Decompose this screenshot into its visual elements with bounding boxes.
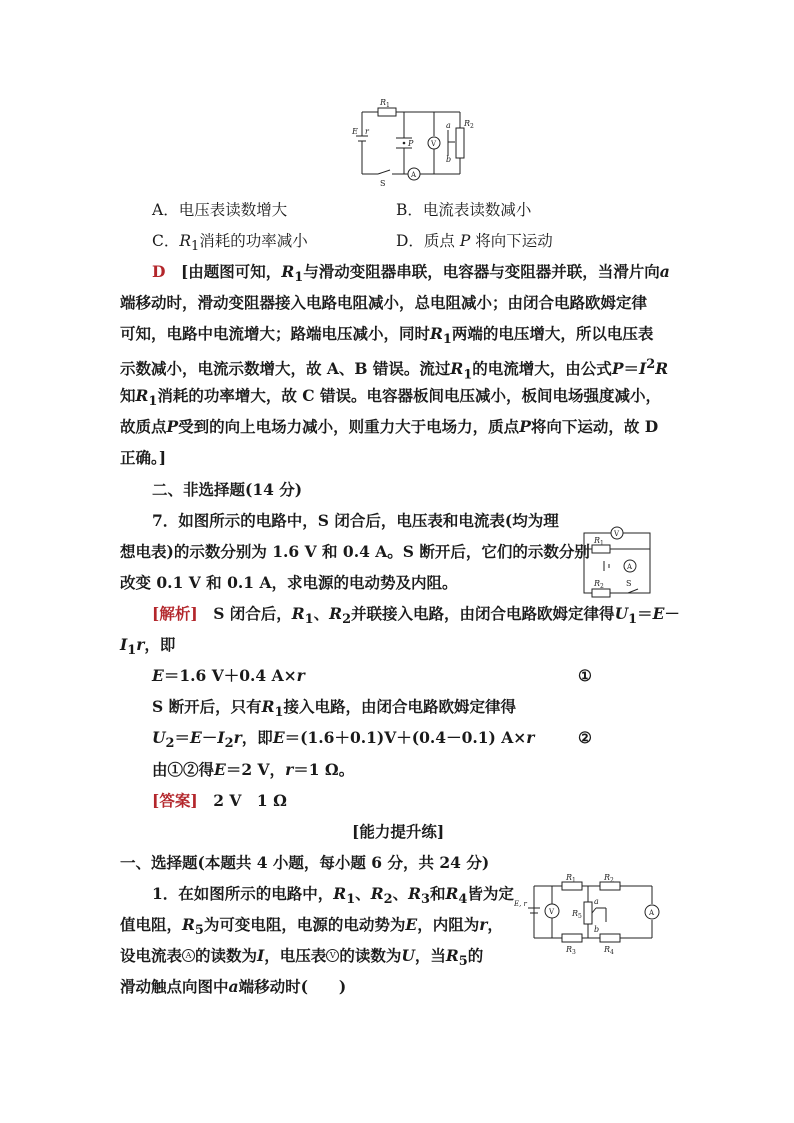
- svg-text:V: V: [549, 908, 555, 916]
- q1-circuit-diagram: [514, 874, 660, 960]
- svg-text:b: b: [594, 925, 600, 934]
- solution7-line4: S 断开后，只有$R_1$接入电路，由闭合电路欧姆定律得: [152, 697, 516, 721]
- q1-line3: 设电流表 A 的读数为I，电压表 V 的读数为U，当$R_5$的: [120, 946, 484, 970]
- solution7-line2: $I_1r$，即: [120, 635, 176, 659]
- svg-text:R1: $R_1$: [566, 874, 576, 884]
- answer6-line1: D [由题图可知，$R_1$与滑动变阻器串联，电容器与变阻器并联，当滑片向a: [152, 262, 670, 286]
- answer6-line4: 示数减小，电流示数增大，故 A、B 错误。流过$R_1$的电流增大，由公式$P=I^2R$: [120, 357, 669, 383]
- svg-text:R2: $R_2$: [594, 579, 604, 590]
- answer6-line5: 知$R_1$消耗的功率增大，故 C 错误。电容器板间电压减小，板间电场强度减小，: [120, 386, 662, 410]
- svg-text:S: S: [380, 179, 386, 188]
- solution7-result: 由①②得E＝2 V，r＝1 Ω。: [152, 760, 355, 779]
- svg-text:R4: $R_4$: [604, 945, 614, 956]
- answer-letter: D: [152, 262, 166, 281]
- answer6-line7: 正确。]: [120, 448, 167, 467]
- svg-text:A: A: [627, 563, 633, 571]
- voltmeter-symbol: V: [326, 949, 339, 962]
- equation-1: E＝1.6 V＋0.4 A×r: [152, 666, 305, 685]
- practice-section-title: [能力提升练]: [352, 822, 445, 841]
- svg-text:a: a: [446, 121, 451, 130]
- q1-line2: 值电阻，$R_5$为可变电阻，电源的电动势为E，内阻为r，: [120, 915, 503, 939]
- svg-text:r: r: [365, 127, 369, 136]
- equation-2-number: ②: [578, 728, 592, 747]
- svg-text:V: V: [431, 140, 437, 148]
- svg-text:A: A: [649, 909, 655, 917]
- svg-text:V: V: [614, 530, 620, 538]
- svg-text:A: A: [411, 171, 417, 179]
- q7-line1: 7．如图所示的电路中，S 闭合后，电压表和电流表(均为理: [152, 511, 559, 530]
- svg-text:E: E: [352, 127, 358, 136]
- solution7-line1: [解析] S 闭合后，$R_1$、$R_2$并联接入电路，由闭合电路欧姆定律得$U_1=E-$: [152, 604, 680, 628]
- svg-text:R2: $R_2$: [464, 119, 474, 130]
- answer6-line2: 端移动时，滑动变阻器接入电路电阻减小，总电阻减小；由闭合电路欧姆定律: [120, 293, 648, 312]
- svg-text:R1: $R_1$: [594, 536, 604, 547]
- svg-text:R2: $R_2$: [604, 874, 614, 884]
- section-heading-nonchoice: 二、非选择题(14 分): [152, 480, 303, 499]
- q1-line4: 滑动触点向图中a端移动时( ): [120, 977, 347, 996]
- answer6-line6: 故质点P受到的向上电场力减小，则重力大于电场力，质点P将向下运动，故 D: [120, 417, 659, 436]
- answer-tag: [答案]: [152, 791, 198, 810]
- top-circuit-diagram: [348, 96, 478, 188]
- equation-1-number: ①: [578, 666, 592, 685]
- option-d: D．质点 P 将向下运动: [396, 232, 553, 250]
- equation-2: $U_2=E-I_2r$，即E＝(1.6＋0.1)V＋(0.4－0.1) A×r: [152, 728, 535, 752]
- ammeter-symbol: A: [182, 949, 195, 962]
- svg-text:S: S: [626, 579, 632, 588]
- svg-text:P: P: [408, 139, 414, 148]
- svg-text:E, r: E, r: [514, 900, 527, 908]
- answer6-line3: 可知，电路中电流增大；路端电压减小，同时$R_1$两端的电压增大，所以电压表: [120, 324, 654, 348]
- svg-text:a: a: [594, 897, 599, 906]
- q1-line1: 1．在如图所示的电路中，$R_1$、$R_2$、$R_3$和$R_4$皆为定: [152, 884, 514, 908]
- svg-text:b: b: [446, 155, 452, 164]
- svg-text:R1: $R_1$: [380, 98, 390, 109]
- q7-line2: 想电表)的示数分别为 1.6 V 和 0.4 A。S 断开后，它们的示数分别: [120, 542, 590, 561]
- svg-text:R3: $R_3$: [566, 945, 576, 956]
- option-b: B．电流表读数减小: [396, 201, 532, 219]
- r1-resistor: [378, 108, 396, 116]
- r2-resistor: [456, 128, 464, 158]
- option-c: C．$R_1$消耗的功率减小: [152, 232, 308, 255]
- q7-circuit-diagram: [578, 523, 658, 601]
- svg-text:R5: $R_5$: [572, 909, 582, 920]
- q7-line3: 改变 0.1 V 和 0.1 A，求电源的电动势及内阻。: [120, 573, 458, 592]
- analysis-tag: [解析]: [152, 604, 198, 623]
- option-a: A．电压表读数增大: [152, 201, 288, 219]
- answer7-line: [答案] 2 V 1 Ω: [152, 791, 287, 810]
- section-heading-choice: 一、选择题(本题共 4 小题，每小题 6 分，共 24 分): [120, 853, 490, 872]
